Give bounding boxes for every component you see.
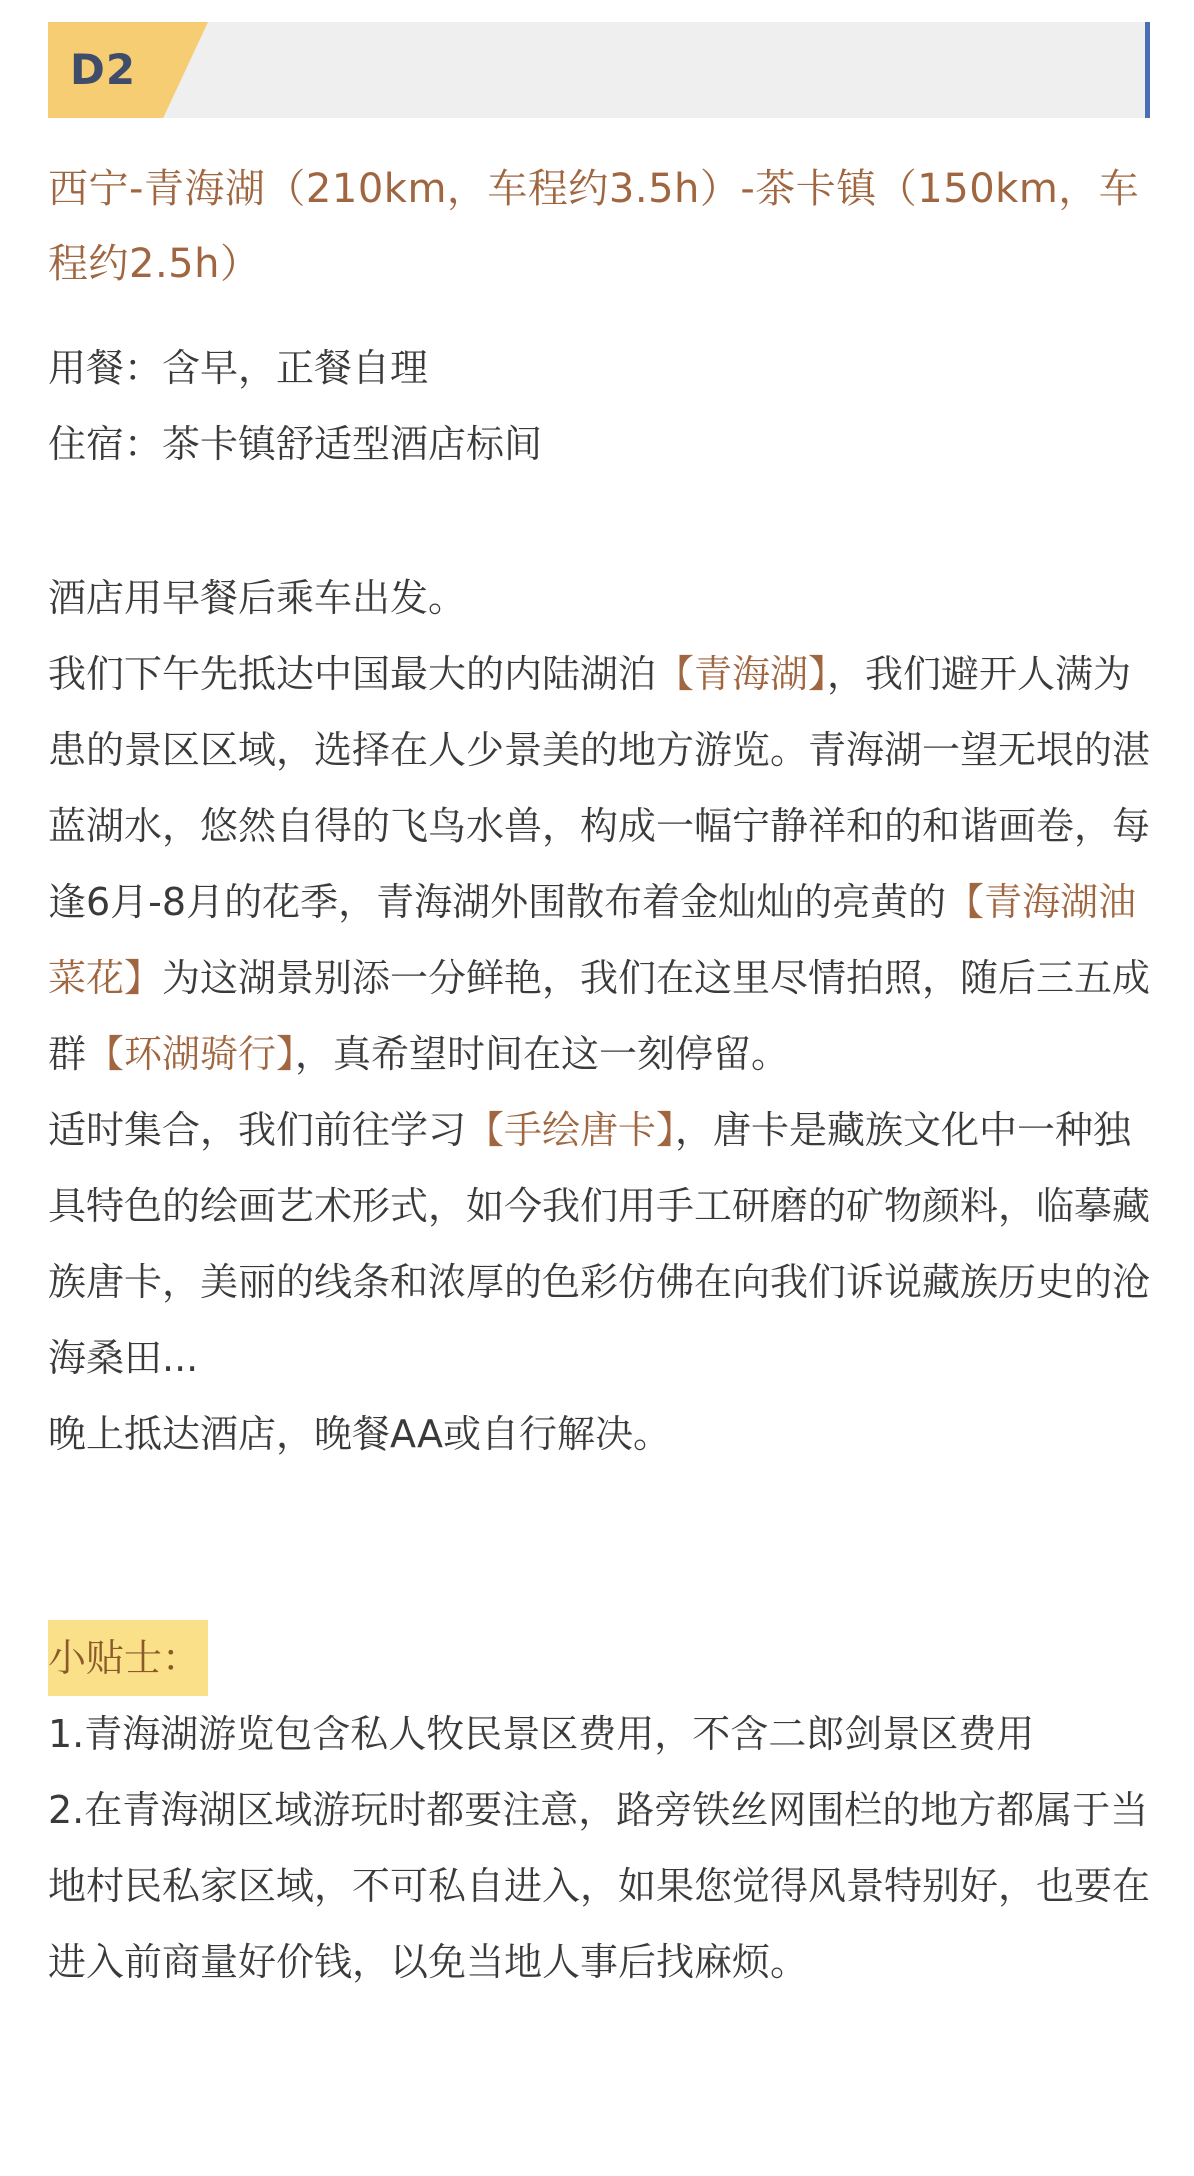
text-segment: ，真希望时间在这一刻停留。 — [295, 1032, 790, 1076]
text-segment: ，我们避开人满为患的景区区域，选择在人少景美的地方游览。青海湖一望无垠的湛蓝湖水，悠然自得的飞鸟水兽，构成一幅宁静祥和的和谐画卷，每逢6月-8月的花季，青海湖外围散布着金灿灿的亮黄的 — [48, 652, 1151, 924]
lodging-info: 住宿：茶卡镇舒适型酒店标间 — [48, 422, 543, 466]
route-title: 西宁-青海湖（210km，车程约3.5h）-茶卡镇（150km，车程约2.5h） — [48, 166, 1140, 287]
text-segment: 适时集合，我们前往学习 — [48, 1108, 467, 1152]
paragraph-thangka — [48, 1092, 1158, 1396]
tips-section — [48, 1620, 1158, 2000]
day-header-banner — [48, 22, 1150, 118]
paragraph-departure: 酒店用早餐后乘车出发。 — [48, 576, 467, 620]
highlight-lake-cycling: 【环湖骑行】 — [86, 1032, 296, 1076]
tip-item: 1.青海湖游览包含私人牧民景区费用，不含二郎剑景区费用 — [48, 1712, 1035, 1756]
text-segment: 我们下午先抵达中国最大的内陆湖泊 — [48, 652, 657, 696]
info-block — [48, 330, 1158, 482]
tips-label: 小贴士： — [48, 1620, 208, 1696]
highlight-qinghai-lake: 【青海湖】 — [656, 652, 828, 696]
highlight-thangka: 【手绘唐卡】 — [466, 1108, 676, 1152]
banner-accent-bar — [1145, 22, 1150, 118]
meals-info: 用餐：含早，正餐自理 — [48, 346, 429, 390]
paragraph-qinghai-lake — [48, 636, 1158, 1092]
text-segment: 为这湖景别添一分鲜艳，我们在这里尽情拍照，随后三五成群 — [48, 956, 1151, 1076]
text-segment: ，唐卡是藏族文化中一种独具特色的绘画艺术形式，如今我们用手工研磨的矿物颜料，临摹藏族唐卡，美丽的线条和浓厚的色彩仿佛在向我们诉说藏族历史的沧海桑田... — [48, 1108, 1151, 1380]
highlight-rapeseed-flowers: 【青海湖油菜花】 — [48, 880, 1137, 1000]
tip-item: 2.在青海湖区域游玩时都要注意，路旁铁丝网围栏的地方都属于当地村民私家区域，不可私自进入，如果您觉得风景特别好，也要在进入前商量好价钱，以免当地人事后找麻烦。 — [48, 1788, 1151, 1984]
day-tag: D2 — [70, 45, 137, 94]
day-description — [48, 560, 1158, 1472]
paragraph-evening: 晚上抵达酒店，晚餐AA或自行解决。 — [48, 1412, 672, 1456]
